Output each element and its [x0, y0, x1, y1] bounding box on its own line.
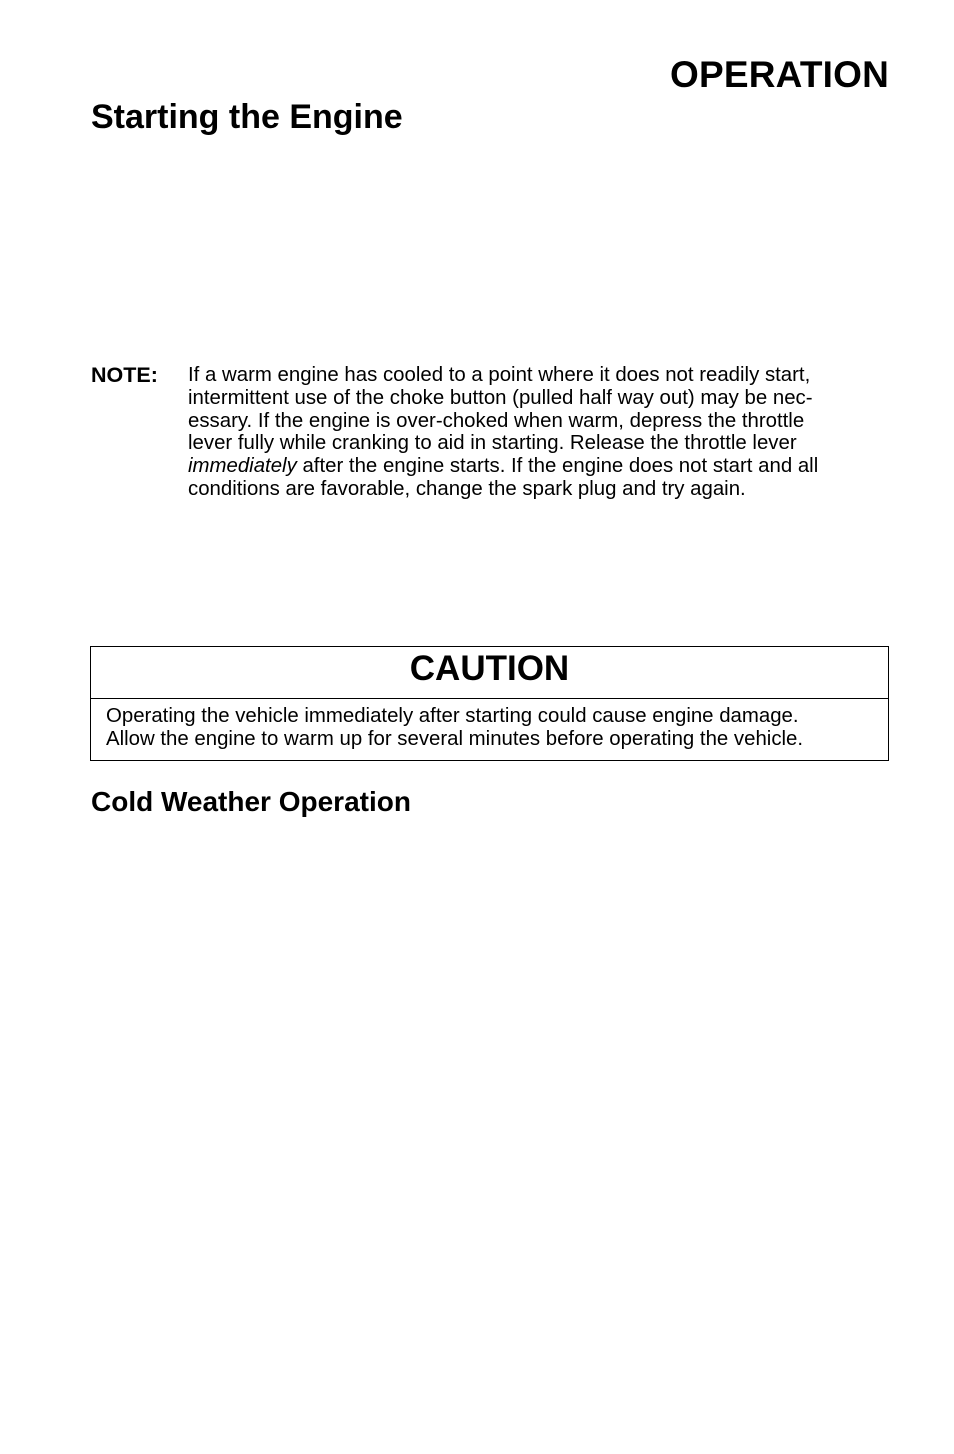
note-emphasis: immediately — [188, 455, 297, 478]
caution-box — [90, 646, 889, 761]
note-line: intermittent use of the choke button (pulled half way out) may be nec- — [188, 386, 813, 409]
caution-title: CAUTION — [91, 647, 888, 699]
caution-line: Operating the vehicle immediately after starting could cause engine damage. — [106, 705, 799, 727]
note-text — [188, 364, 891, 501]
heading-starting-the-engine: Starting the Engine — [91, 98, 403, 136]
note-line — [188, 455, 891, 478]
note-line: If a warm engine has cooled to a point where it does not readily start, — [188, 364, 811, 386]
note-line-rest: after the engine starts. If the engine does not start and all — [296, 455, 819, 478]
note-line: lever fully while cranking to aid in starting. Release the throttle lever — [188, 432, 797, 455]
note-line: essary. If the engine is over-choked when warm, depress the throttle — [188, 409, 805, 432]
note-block — [91, 364, 891, 501]
note-line: conditions are favorable, change the spark plug and try again. — [188, 477, 746, 500]
caution-line: Allow the engine to warm up for several minutes before operating the vehicle. — [106, 728, 804, 750]
caution-body — [91, 699, 888, 751]
section-header: OPERATION — [669, 54, 889, 95]
note-label: NOTE: — [91, 363, 158, 387]
heading-cold-weather-operation: Cold Weather Operation — [91, 786, 411, 817]
